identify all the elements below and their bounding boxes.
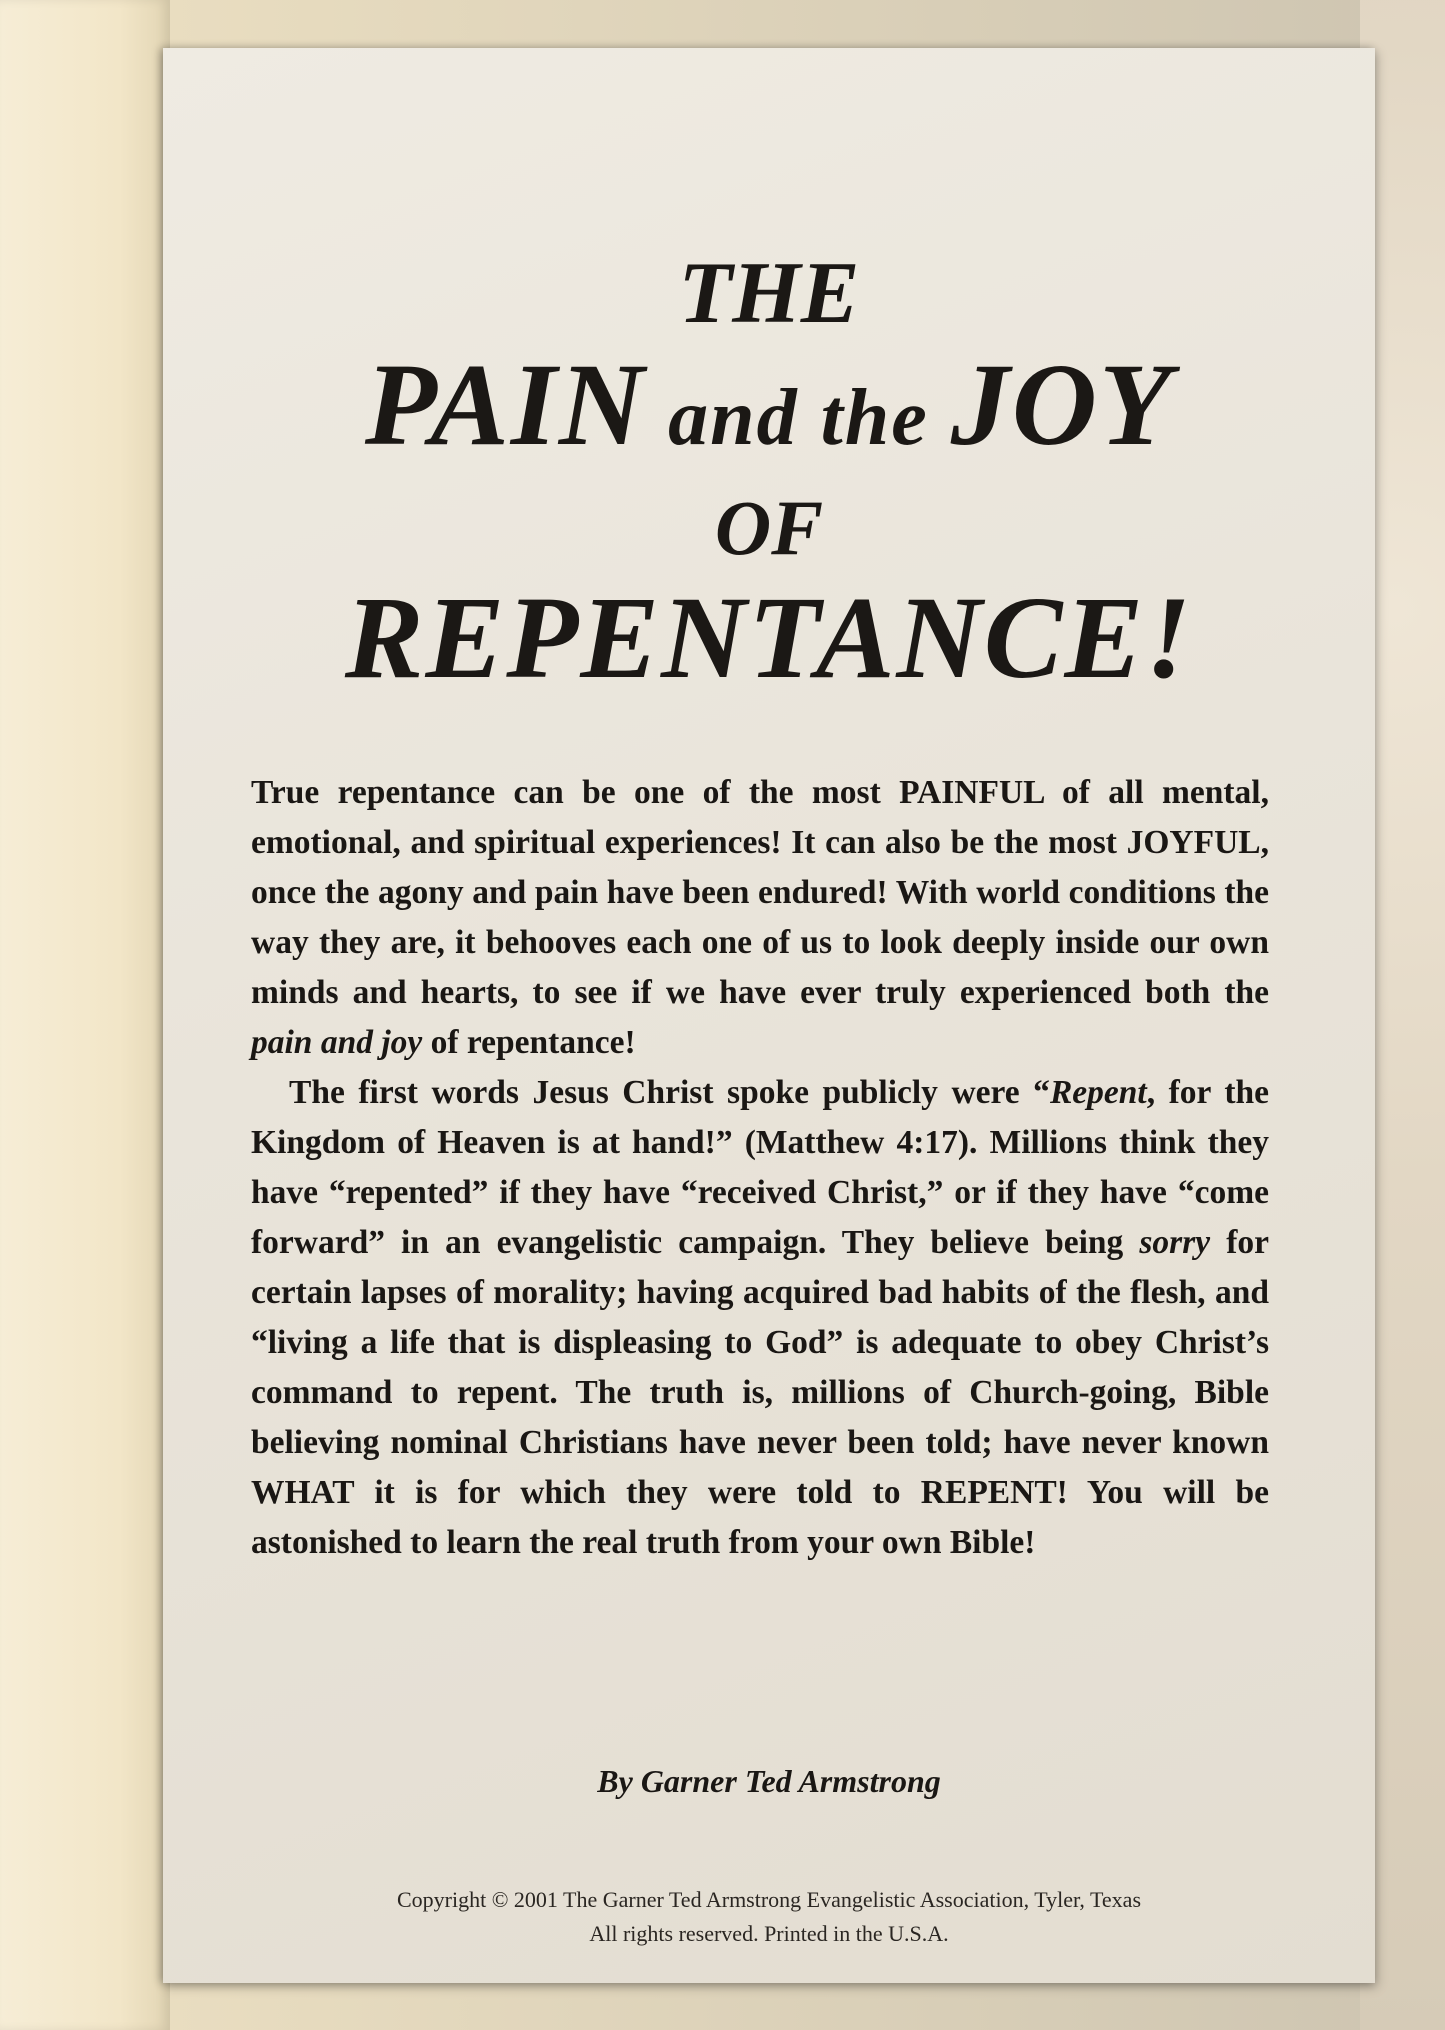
paragraph-first-words <box>251 1068 1269 1568</box>
text-run: of repentance! <box>422 1024 636 1061</box>
italic-emphasis: pain and joy <box>251 1024 423 1061</box>
title-word-joy: JOY <box>950 339 1174 470</box>
text-run: True repentance can be one of the most PAINFUL of all mental, emotional, and spiritual experiences! It can also be the most JOYFUL, once the agony and pain have been endured! With world conditions the way they are, it behooves each one of us to look deeply inside our own minds and hearts, to see if we have ever truly experienced both the <box>251 774 1269 1011</box>
facing-page <box>0 0 170 2030</box>
title-line-pain-joy <box>163 340 1375 483</box>
text-run: for certain lapses of morality; having acquired bad habits of the flesh, and “living a life that is displeasing to God” is adequate to obey Christ’s command to repent. The truth is, millions of Church-going, Bible believing nominal Christians have never been told; have never known WHAT it is for which they were told to REPENT! You will be astonished to learn the real truth from your own Bible! <box>251 1224 1269 1561</box>
italic-emphasis: Repent <box>1049 1074 1147 1111</box>
paragraph-intro <box>251 768 1269 1068</box>
copyright-line: Copyright © 2001 The Garner Ted Armstrong Evangelistic Association, Tyler, Texas <box>396 1887 1142 1912</box>
page-title <box>163 245 1375 703</box>
booklet-page <box>163 48 1375 1983</box>
title-line-repentance: REPENTANCE! <box>344 572 1194 703</box>
title-words-and-the: and the <box>646 374 951 462</box>
title-word-pain: PAIN <box>364 339 647 470</box>
body-text <box>251 768 1269 1568</box>
title-line-the: THE <box>678 245 860 342</box>
copyright-notice <box>163 1883 1375 1951</box>
text-run: The first words Jesus Christ spoke publicly were “ <box>289 1074 1050 1111</box>
author-byline: By Garner Ted Armstrong <box>597 1763 941 1799</box>
text-run: , for the Kingdom of Heaven is at hand!” (Matthew 4:17). Millions think they have “repented” if they have “received Christ,” or if they have “come forward” in an evangelistic campaign. They believe being <box>251 1074 1269 1261</box>
title-line-of: OF <box>714 484 824 571</box>
italic-emphasis: sorry <box>1139 1224 1211 1261</box>
rights-line: All rights reserved. Printed in the U.S.A. <box>589 1921 949 1946</box>
